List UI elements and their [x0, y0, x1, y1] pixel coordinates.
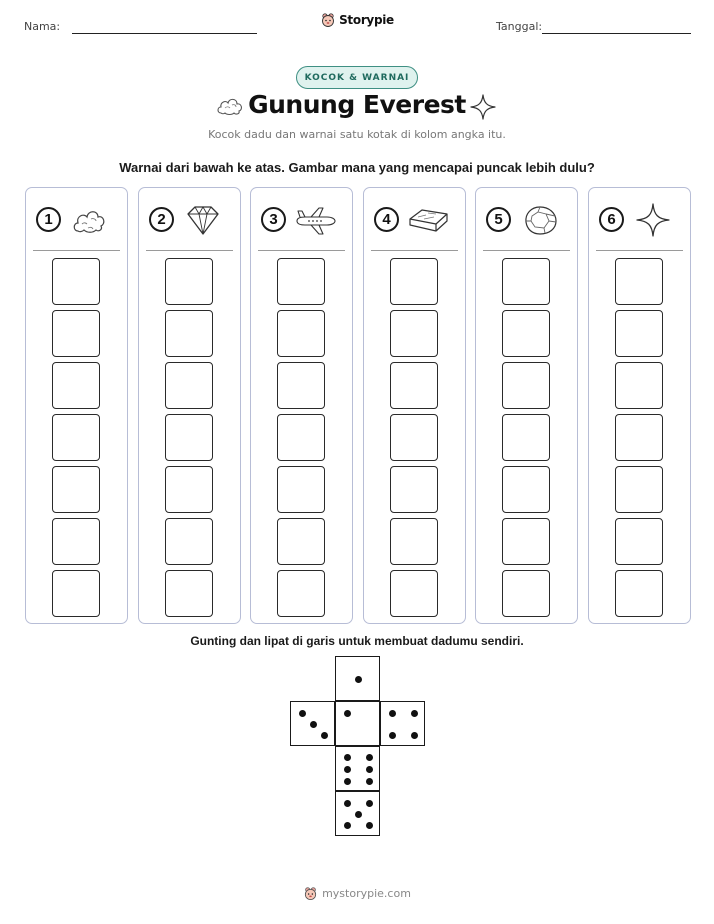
die-pip — [321, 732, 328, 739]
diamond-icon — [181, 202, 225, 238]
color-box[interactable] — [52, 466, 100, 513]
color-box[interactable] — [277, 310, 325, 357]
color-box[interactable] — [165, 414, 213, 461]
die-pip — [344, 800, 351, 807]
column-number: 5 — [486, 207, 511, 232]
die-face-six[interactable] — [335, 746, 380, 791]
die-pip — [344, 754, 351, 761]
sparkle-icon — [470, 94, 496, 120]
column-number: 6 — [599, 207, 624, 232]
color-box[interactable] — [502, 518, 550, 565]
track-column-6 — [588, 187, 691, 624]
color-box[interactable] — [502, 310, 550, 357]
cut-instruction: Gunting dan lipat di garis untuk membuat dadumu sendiri. — [190, 634, 524, 648]
die-pip — [344, 822, 351, 829]
name-label: Nama: — [24, 20, 61, 33]
storypie-mascot-icon — [320, 12, 336, 28]
color-box[interactable] — [390, 518, 438, 565]
color-box[interactable] — [277, 362, 325, 409]
die-pip — [299, 710, 306, 717]
airplane-icon — [293, 202, 337, 238]
die-pip — [389, 710, 396, 717]
activity-tag: KOCOK & WARNAI — [296, 66, 418, 89]
die-face-four[interactable] — [380, 701, 425, 746]
color-box[interactable] — [165, 518, 213, 565]
color-box[interactable] — [52, 362, 100, 409]
die-pip — [310, 721, 317, 728]
die-pip — [366, 754, 373, 761]
column-divider — [483, 250, 570, 251]
color-box[interactable] — [390, 570, 438, 617]
column-divider — [258, 250, 345, 251]
die-face-five[interactable] — [335, 791, 380, 836]
die-pip — [389, 732, 396, 739]
color-box[interactable] — [502, 362, 550, 409]
color-box[interactable] — [502, 466, 550, 513]
column-header — [149, 202, 229, 238]
column-header — [486, 202, 566, 238]
track-column-5 — [475, 187, 578, 624]
die-pip — [355, 676, 362, 683]
color-box[interactable] — [502, 570, 550, 617]
die-pip — [344, 710, 351, 717]
color-box[interactable] — [390, 310, 438, 357]
color-box[interactable] — [52, 414, 100, 461]
track-column-4 — [363, 187, 466, 624]
column-header — [374, 202, 454, 238]
column-divider — [33, 250, 120, 251]
color-box[interactable] — [615, 258, 663, 305]
page-title: Gunung Everest — [248, 90, 466, 119]
color-box[interactable] — [390, 258, 438, 305]
footer-url[interactable]: mystorypie.com — [322, 887, 411, 900]
color-box[interactable] — [165, 570, 213, 617]
die-pip — [411, 710, 418, 717]
die-pip — [411, 732, 418, 739]
storypie-mascot-icon — [303, 886, 318, 901]
color-box[interactable] — [52, 310, 100, 357]
column-number: 2 — [149, 207, 174, 232]
column-header — [36, 202, 116, 238]
column-number: 3 — [261, 207, 286, 232]
color-box[interactable] — [615, 362, 663, 409]
column-divider — [596, 250, 683, 251]
die-pip — [355, 811, 362, 818]
date-label: Tanggal: — [496, 20, 543, 33]
color-box[interactable] — [165, 362, 213, 409]
track-column-3 — [250, 187, 353, 624]
die-pip — [366, 778, 373, 785]
color-box[interactable] — [615, 518, 663, 565]
color-box[interactable] — [390, 414, 438, 461]
instruction-text: Warnai dari bawah ke atas. Gambar mana yang mencapai puncak lebih dulu? — [119, 160, 595, 175]
color-box[interactable] — [52, 518, 100, 565]
color-box[interactable] — [52, 570, 100, 617]
column-number: 1 — [36, 207, 61, 232]
brand-logo — [0, 12, 714, 28]
die-pip — [366, 800, 373, 807]
color-box[interactable] — [390, 362, 438, 409]
column-divider — [371, 250, 458, 251]
die-face-three[interactable] — [290, 701, 335, 746]
die-face-one[interactable] — [335, 701, 380, 746]
color-box[interactable] — [277, 258, 325, 305]
column-header — [599, 202, 679, 238]
color-box[interactable] — [615, 310, 663, 357]
die-pip — [366, 766, 373, 773]
color-box[interactable] — [615, 414, 663, 461]
color-box[interactable] — [277, 414, 325, 461]
ice-block-icon — [406, 202, 450, 238]
column-number: 4 — [374, 207, 399, 232]
die-pip — [366, 822, 373, 829]
track-column-1 — [25, 187, 128, 624]
die-face-one[interactable] — [335, 656, 380, 701]
date-line[interactable] — [542, 33, 691, 34]
color-box[interactable] — [390, 466, 438, 513]
color-box[interactable] — [502, 414, 550, 461]
rock-icon — [518, 202, 562, 238]
color-box[interactable] — [277, 518, 325, 565]
color-box[interactable] — [615, 570, 663, 617]
sparkle-icon — [631, 202, 675, 238]
color-box[interactable] — [277, 466, 325, 513]
color-box[interactable] — [165, 258, 213, 305]
die-pip — [344, 778, 351, 785]
color-box[interactable] — [277, 570, 325, 617]
color-box[interactable] — [52, 258, 100, 305]
brand-name: Storypie — [339, 13, 394, 27]
color-box[interactable] — [165, 466, 213, 513]
die-pip — [344, 766, 351, 773]
cloud-icon — [68, 202, 112, 238]
name-line[interactable] — [72, 33, 257, 34]
color-box[interactable] — [615, 466, 663, 513]
track-column-2 — [138, 187, 241, 624]
subtitle: Kocok dadu dan warnai satu kotak di kolom angka itu. — [208, 128, 506, 141]
footer — [0, 886, 714, 901]
column-header — [261, 202, 341, 238]
color-box[interactable] — [502, 258, 550, 305]
column-divider — [146, 250, 233, 251]
color-box[interactable] — [165, 310, 213, 357]
